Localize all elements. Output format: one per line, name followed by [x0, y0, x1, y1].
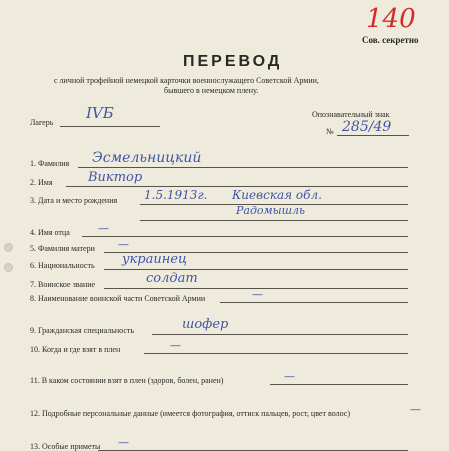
tag-underline	[337, 135, 409, 136]
camp-label: Лагерь	[30, 118, 54, 127]
field-label-nationality: 6. Национальность	[30, 261, 95, 270]
field-label-birth: 3. Дата и место рождения	[30, 196, 118, 205]
document-subtitle-line2: бывшего в немецком плену.	[164, 86, 259, 95]
field-value-special-marks: —	[118, 436, 129, 449]
field-value-capture-condition: —	[284, 370, 295, 383]
field-underline	[220, 302, 408, 303]
field-value-birth-town: Радомышль	[236, 204, 306, 217]
field-label-name: 2. Имя	[30, 178, 53, 187]
field-underline	[78, 167, 408, 168]
field-underline	[104, 269, 408, 270]
classification-stamp: Сов. секретно	[362, 35, 419, 45]
field-underline	[82, 236, 408, 237]
document-subtitle-line1: с личной трофейной немецкой карточки военнослужащего Советской Армии,	[54, 76, 319, 85]
punch-hole	[4, 243, 13, 252]
field-value-surname: Эсмельницкий	[92, 150, 202, 166]
field-value-military-unit: —	[252, 288, 263, 301]
camp-underline	[60, 126, 160, 127]
tag-value: 285/49	[342, 119, 392, 135]
field-value-birth-date: 1.5.1913г.	[144, 188, 208, 202]
field-underline	[152, 334, 408, 335]
tag-label: Опознавательный знак	[312, 110, 390, 119]
field-value-personal-details: —	[410, 403, 421, 416]
field-value-civil-profession: шофер	[182, 317, 229, 332]
field-underline	[144, 353, 408, 354]
field-value-birth-region: Киевская обл.	[232, 188, 322, 202]
field-underline	[140, 220, 408, 221]
field-underline	[66, 186, 408, 187]
field-label-capture-date-place: 10. Когда и где взят в плен	[30, 345, 121, 354]
field-label-special-marks: 13. Особые приметы	[30, 442, 101, 451]
field-value-nationality: украинец	[122, 252, 188, 267]
punch-hole	[4, 263, 13, 272]
handwritten-page-number: 140	[366, 4, 416, 34]
field-label-civil-profession: 9. Гражданская специальность	[30, 326, 135, 335]
field-value-rank: солдат	[146, 271, 198, 286]
field-label-surname: 1. Фамилия	[30, 159, 70, 168]
document-title: ПЕРЕВОД	[183, 53, 283, 70]
field-label-rank: 7. Воинское звание	[30, 280, 96, 289]
camp-value: IVБ	[86, 104, 114, 122]
field-label-capture-condition: 11. В каком состоянии взят в плен (здоров, болен, ранен)	[30, 376, 224, 385]
field-value-mother-surname: —	[118, 238, 129, 251]
field-value-capture-date-place: —	[170, 339, 181, 352]
field-value-father-name: —	[98, 222, 109, 235]
field-label-father-name: 4. Имя отца	[30, 228, 70, 237]
field-label-military-unit: 8. Наименование воинской части Советской Армии	[30, 294, 206, 303]
field-label-mother-surname: 5. Фамилия матери	[30, 244, 95, 253]
tag-number-prefix: №	[326, 127, 334, 136]
field-value-name: Виктор	[88, 170, 143, 185]
field-label-personal-details: 12. Подробные персональные данные (имеется фотография, оттиск пальцев, рост, цвет волос)	[30, 409, 350, 418]
field-underline	[270, 384, 408, 385]
